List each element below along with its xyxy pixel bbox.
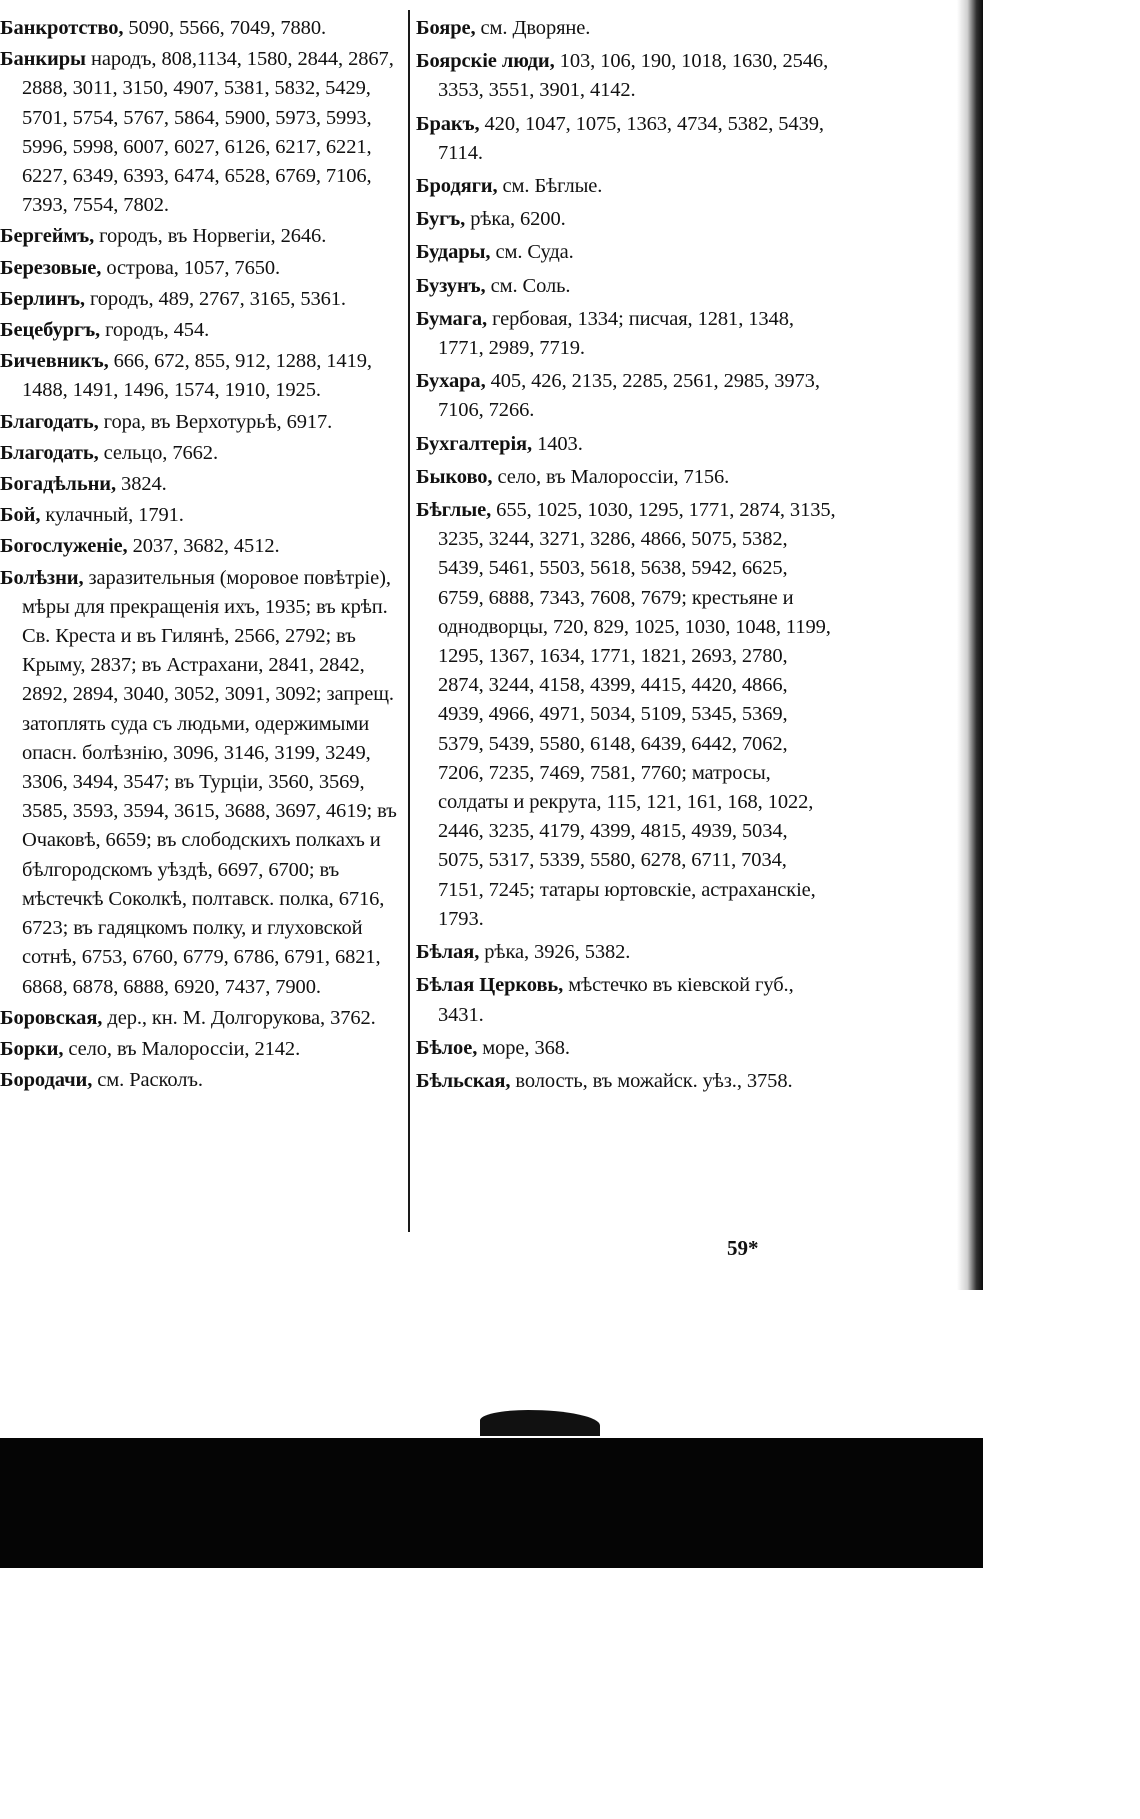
entry-heading: Быково, <box>416 465 493 488</box>
entry-references: заразительныя (моровое повѣтріе), мѣры для прекращенія ихъ, 1935; въ крѣп. Св. Креста и въ Гилянѣ, 2566, 2792; въ Крыму, 2837; въ Астрахани, 2841, 2842, 2892, 2894, 3040, 3052, 3091, 3092; запрещ. затоплять суда съ людьми, одержимыми опасн. болѣзнію, 3096, 3146, 3199, 3249, 3306, 3494, 3547; въ Турціи, 3560, 3569, 3585, 3593, 3594, 3615, 3688, 3697, 4619; въ Очаковѣ, 6659; въ слободскихъ полкахъ и бѣлгородскомъ уѣздѣ, 6697, 6700; въ мѣстечкѣ Соколкѣ, полтавск. полка, 6716, 6723; въ гадяцкомъ полку, и глуховской сотнѣ, 6753, 6760, 6779, 6786, 6791, 6821, 6868, 6878, 6888, 6920, 7437, 7900. <box>22 566 397 998</box>
entry-references: дер., кн. М. Долгорукова, 3762. <box>102 1006 376 1029</box>
entry-references: 1403. <box>532 432 583 455</box>
entry-heading: Бояре, <box>416 17 476 39</box>
index-entry <box>0 501 404 530</box>
column-divider <box>408 10 410 1232</box>
entry-references: острова, 1057, 7650. <box>101 256 281 279</box>
index-entry <box>416 1034 836 1063</box>
left-index-column <box>0 14 404 1097</box>
entry-heading: Бичевникъ, <box>0 350 109 373</box>
entry-references: 2037, 3682, 4512. <box>127 535 280 558</box>
entry-references: городъ, 454. <box>100 319 210 342</box>
entry-heading: Бухара, <box>416 370 486 393</box>
index-entry <box>0 470 404 499</box>
entry-heading: Боярскіе люди, <box>416 50 555 73</box>
entry-references: см. Суда. <box>490 241 574 264</box>
entry-references: 655, 1025, 1030, 1295, 1771, 2874, 3135, 3235, 3244, 3271, 3286, 4866, 5075, 5382, 5439, 5461, 5503, 5618, 5638, 5942, 6625, 6759, 6888, 7343, 7608, 7679; крестьяне и однодворцы, 720, 829, 1025, 1030, 1048, 1199, 1295, 1367, 1634, 1771, 1821, 2693, 2780, 2874, 3244, 4158, 4399, 4415, 4420, 4866, 4939, 4966, 4971, 5034, 5109, 5345, 5369, 5379, 5439, 5580, 6148, 6439, 6442, 7062, 7206, 7235, 7469, 7581, 7760; матросы, солдаты и рекрута, 115, 121, 161, 168, 1022, 2446, 3235, 4179, 4399, 4815, 4939, 5034, 5075, 5317, 5339, 5580, 6278, 6711, 7034, 7151, 7245; татары юртовскіе, астраханскіе, 1793. <box>438 499 836 930</box>
entry-references: 5090, 5566, 7049, 7880. <box>123 17 327 39</box>
index-entry <box>416 1067 836 1096</box>
index-entry <box>416 14 836 43</box>
entry-references: село, въ Малороссіи, 2142. <box>63 1037 301 1060</box>
entry-heading: Бѣглые, <box>416 499 492 522</box>
entry-references: 420, 1047, 1075, 1363, 4734, 5382, 5439, 7114. <box>438 112 824 164</box>
entry-heading: Бѣлое, <box>416 1036 478 1059</box>
entry-heading: Банкиры <box>0 48 86 71</box>
index-entry <box>416 305 836 363</box>
entry-references: городъ, 489, 2767, 3165, 5361. <box>84 287 346 310</box>
entry-references: кулачный, 1791. <box>40 504 184 527</box>
entry-heading: Бѣлая Церковь, <box>416 974 564 997</box>
index-entry <box>0 1066 404 1095</box>
entry-references: 103, 106, 190, 1018, 1630, 2546, 3353, 3551, 3901, 4142. <box>438 50 829 102</box>
entry-references: море, 368. <box>477 1036 570 1059</box>
index-entry <box>416 971 836 1029</box>
entry-heading: Бѣлая, <box>416 941 480 964</box>
entry-references: мѣстечко въ кіевской губ., 3431. <box>438 974 794 1026</box>
entry-references: волость, въ можайск. уѣз., 3758. <box>510 1069 793 1092</box>
index-entry <box>416 172 836 201</box>
entry-heading: Берлинъ, <box>0 287 85 310</box>
entry-references: 666, 672, 855, 912, 1288, 1419, 1488, 1491, 1496, 1574, 1910, 1925. <box>22 350 372 402</box>
index-entry <box>416 463 836 492</box>
entry-heading: Борки, <box>0 1037 64 1060</box>
index-entry <box>0 316 404 345</box>
entry-references: народъ, 808,1134, 1580, 2844, 2867, 2888, 3011, 3150, 4907, 5381, 5832, 5429, 5701, 5754, 5767, 5864, 5900, 5973, 5993, 5996, 5998, 6007, 6027, 6126, 6217, 6221, 6227, 6349, 6393, 6474, 6528, 6769, 7106, 7393, 7554, 7802. <box>22 48 394 217</box>
index-entry <box>0 347 404 405</box>
index-entry <box>416 205 836 234</box>
entry-references: рѣка, 6200. <box>465 208 566 231</box>
entry-heading: Бракъ, <box>416 112 480 135</box>
page-number: 59* <box>727 1236 759 1260</box>
index-entry <box>0 222 404 251</box>
entry-heading: Боровская, <box>0 1006 103 1029</box>
index-entry <box>0 1035 404 1064</box>
entry-references: сельцо, 7662. <box>98 441 218 464</box>
entry-heading: Березовые, <box>0 256 102 279</box>
entry-heading: Бѣльская, <box>416 1069 511 1092</box>
entry-references: 3824. <box>116 473 167 496</box>
index-entry <box>416 110 836 168</box>
entry-heading: Болѣзни, <box>0 566 84 589</box>
entry-heading: Бецебургъ, <box>0 319 101 342</box>
index-entry <box>0 45 404 220</box>
index-entry <box>416 272 836 301</box>
index-entry <box>416 367 836 425</box>
entry-heading: Благодать, <box>0 410 99 433</box>
right-index-column <box>416 14 836 1100</box>
index-entry <box>0 564 404 1002</box>
entry-references: рѣка, 3926, 5382. <box>479 941 631 964</box>
entry-references: 405, 426, 2135, 2285, 2561, 2985, 3973, 7106, 7266. <box>438 370 820 422</box>
entry-heading: Богослуженіе, <box>0 535 128 558</box>
entry-references: гербовая, 1334; писчая, 1281, 1348, 1771, 2989, 7719. <box>438 307 794 360</box>
entry-heading: Бой, <box>0 504 41 527</box>
index-entry <box>0 14 404 43</box>
index-entry <box>416 238 836 267</box>
index-entry <box>416 47 836 105</box>
entry-heading: Бумага, <box>416 307 488 330</box>
entry-heading: Богадѣльни, <box>0 473 117 496</box>
entry-references: см. Расколъ. <box>92 1069 203 1092</box>
index-entry <box>0 408 404 437</box>
entry-references: гора, въ Верхотурьѣ, 6917. <box>98 410 333 433</box>
scan-bottom-border <box>0 1438 983 1568</box>
entry-references: городъ, въ Норвегіи, 2646. <box>94 225 327 248</box>
entry-heading: Будары, <box>416 241 491 264</box>
entry-references: село, въ Малороссіи, 7156. <box>492 465 730 488</box>
index-entry <box>416 430 836 459</box>
entry-heading: Бугъ, <box>416 208 466 231</box>
scan-page-edge <box>957 0 983 1290</box>
entry-heading: Банкротство, <box>0 17 124 39</box>
index-entry <box>0 439 404 468</box>
scan-smudge <box>480 1410 600 1436</box>
index-entry <box>0 532 404 561</box>
entry-references: см. Дворяне. <box>475 17 591 39</box>
entry-heading: Бродяги, <box>416 175 498 198</box>
index-entry <box>0 285 404 314</box>
index-entry <box>416 496 836 934</box>
entry-heading: Благодать, <box>0 441 99 464</box>
entry-heading: Бородачи, <box>0 1069 93 1092</box>
entry-heading: Бергеймъ, <box>0 225 95 248</box>
entry-references: см. Бѣглые. <box>497 175 603 198</box>
index-entry <box>416 938 836 967</box>
index-entry <box>0 1004 404 1033</box>
index-entry <box>0 254 404 283</box>
entry-references: см. Соль. <box>485 274 571 297</box>
entry-heading: Бузунъ, <box>416 274 486 297</box>
entry-heading: Бухгалтерія, <box>416 432 533 455</box>
